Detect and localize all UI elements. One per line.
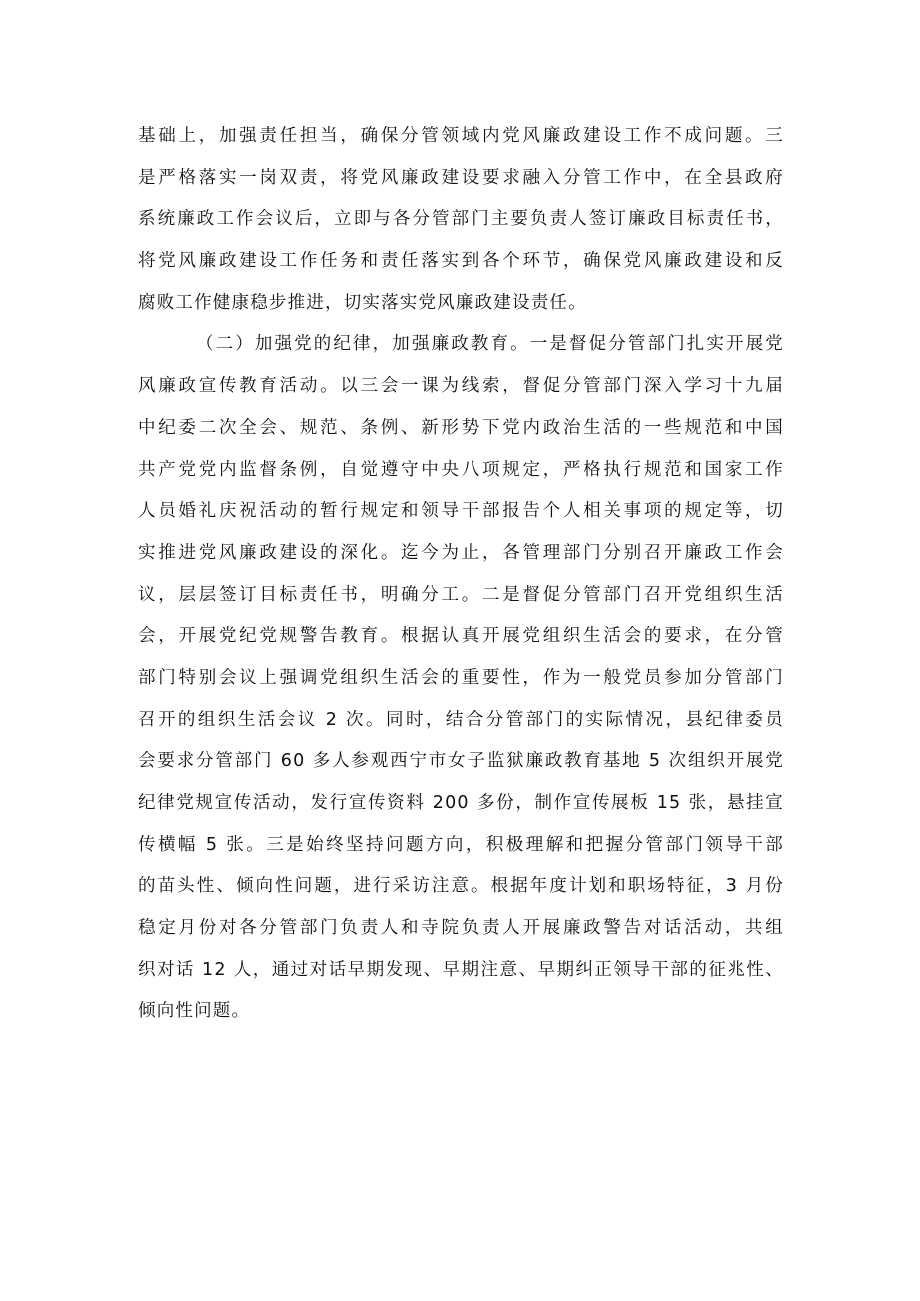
text-line: 人员婚礼庆祝活动的暂行规定和领导干部报告个人相关事项的规定等，切: [138, 501, 784, 522]
text-line: 共产党党内监督条例，自觉遵守中央八项规定，严格执行规范和国家工作: [138, 459, 784, 480]
document-body: [138, 116, 784, 1033]
text-line: 是严格落实一岗双责，将党风廉政建设要求融入分管工作中，在全县政府: [138, 167, 784, 188]
text-line: 风廉政宣传教育活动。以三会一课为线索，督促分管部门深入学习十九届: [138, 376, 784, 397]
text-line: 议，层层签订目标责任书，明确分工。二是督促分管部门召开党组织生活: [138, 584, 784, 605]
text-line: 系统廉政工作会议后，立即与各分管部门主要负责人签订廉政目标责任书，: [138, 209, 784, 230]
text-line: 会，开展党纪党规警告教育。根据认真开展党组织生活会的要求，在分管: [138, 626, 784, 647]
text-line: 部门特别会议上强调党组织生活会的重要性，作为一般党员参加分管部门: [138, 667, 784, 688]
paragraph-1: [138, 116, 784, 324]
text-line: 将党风廉政建设工作任务和责任落实到各个环节，确保党风廉政建设和反: [138, 251, 784, 272]
text-line: 召开的组织生活会议 2 次。同时，结合分管部门的实际情况，县纪律委员: [138, 709, 784, 730]
text-line: 实推进党风廉政建设的深化。迄今为止，各管理部门分别召开廉政工作会: [138, 542, 784, 563]
text-line: 稳定月份对各分管部门负责人和寺院负责人开展廉政警告对话活动，共组: [138, 918, 784, 939]
text-line: 纪律党规宣传活动，发行宣传资料 200 多份，制作宣传展板 15 张，悬挂宣: [138, 793, 784, 813]
text-line: 倾向性问题。: [138, 1001, 251, 1022]
text-line: 的苗头性、倾向性问题，进行采访注意。根据年度计划和职场特征，3 月份: [138, 876, 784, 897]
text-line: 中纪委二次全会、规范、条例、新形势下党内政治生活的一些规范和中国: [138, 417, 784, 438]
text-line: 会要求分管部门 60 多人参观西宁市女子监狱廉政教育基地 5 次组织开展党: [138, 751, 784, 772]
text-line: 织对话 12 人，通过对话早期发现、早期注意、早期纠正领导干部的征兆性、: [138, 959, 784, 980]
text-line: 基础上，加强责任担当，确保分管领域内党风廉政建设工作不成问题。三: [138, 126, 784, 146]
text-line: （二）加强党的纪律，加强廉政教育。一是督促分管部门扎实开展党: [196, 334, 784, 355]
text-line: 腐败工作健康稳步推进，切实落实党风廉政建设责任。: [138, 292, 587, 313]
text-line: 传横幅 5 张。三是始终坚持问题方向，积极理解和把握分管部门领导干部: [138, 834, 784, 855]
paragraph-2: [138, 324, 784, 1033]
